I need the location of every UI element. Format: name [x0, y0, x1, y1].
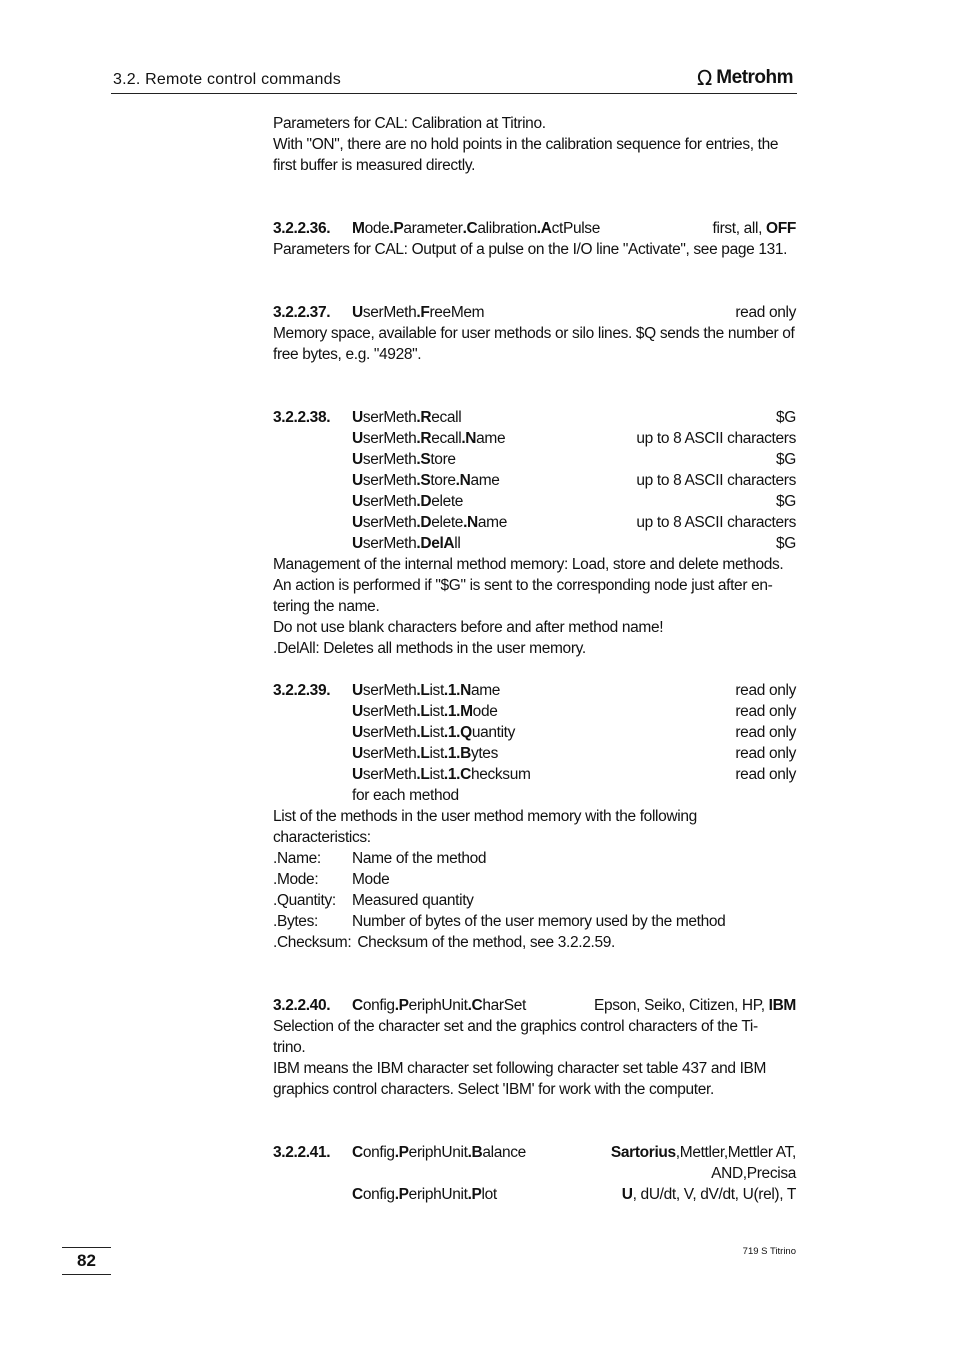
section-38-description: An action is performed if "$G" is sent to the corresponding node just after en-tering the name.: [273, 577, 773, 615]
command-values: read only: [735, 682, 796, 699]
section-40-heading: [273, 995, 796, 1016]
command-name: UserMeth.List.1.Bytes: [352, 745, 498, 762]
definition-item: .Name: Name of the method: [273, 850, 487, 867]
command-name: Config.PeriphUnit.Balance: [352, 1144, 526, 1161]
section-39-row: [273, 701, 796, 722]
command-name: UserMeth.List.1.Mode: [352, 703, 498, 720]
command-values: $G: [776, 409, 796, 426]
section-38-row: [273, 449, 796, 470]
command-name: Mode.Parameter.Calibration.ActPulse: [352, 220, 600, 237]
definition-list: [273, 848, 796, 953]
command-values: $G: [776, 493, 796, 510]
section-38-row: [273, 533, 796, 554]
command-name: UserMeth.Recall: [352, 409, 462, 426]
section-41-row: [273, 1163, 796, 1184]
page-content: [273, 113, 796, 1205]
section-number: 3.2.2.36.: [273, 220, 331, 237]
section-38-row: [273, 428, 796, 449]
command-values: up to 8 ASCII characters: [636, 514, 796, 531]
command-values: Sartorius,Mettler,Mettler AT,: [610, 1144, 796, 1161]
definition-item: .Bytes: Number of bytes of the user memory used by the method: [273, 913, 726, 930]
command-values: Epson, Seiko, Citizen, HP, IBM: [593, 997, 796, 1014]
section-39-row: [273, 680, 796, 701]
section-number: 3.2.2.38.: [273, 409, 331, 426]
document-name: 719 S Titrino: [742, 1246, 796, 1257]
section-41-row: [273, 1142, 796, 1163]
footer-divider: [62, 1247, 111, 1248]
definition-item: .Quantity: Measured quantity: [273, 892, 474, 909]
command-name: Config.PeriphUnit.CharSet: [352, 997, 526, 1014]
section-39-row: [273, 764, 796, 785]
command-name: Config.PeriphUnit.Plot: [352, 1186, 497, 1203]
definition-item: .Mode: Mode: [273, 871, 390, 888]
command-values: AND,Precisa: [711, 1165, 796, 1182]
header-divider: [111, 93, 797, 94]
command-name: UserMeth.FreeMem: [352, 304, 485, 321]
command-name: UserMeth.Delete.Name: [352, 514, 507, 531]
command-name: UserMeth.Delete: [352, 493, 464, 510]
section-40-description: IBM means the IBM character set following character set table 437 and IBM graphics control characters. Select 'IBM' for work with the computer.: [273, 1060, 767, 1098]
command-name: UserMeth.List.1.Quantity: [352, 724, 516, 741]
command-name: UserMeth.Store.Name: [352, 472, 500, 489]
command-values: U, dU/dt, V, dV/dt, U(rel), T: [621, 1186, 796, 1203]
section-38-description: .DelAll: Deletes all methods in the user memory.: [273, 640, 586, 657]
section-38-description: Do not use blank characters before and after method name!: [273, 619, 664, 636]
command-name: UserMeth.List.1.Name: [352, 682, 501, 699]
section-36-heading: [273, 218, 796, 239]
for-each-note: for each method: [352, 787, 459, 804]
section-39-description: List of the methods in the user method memory with the following characteristics:: [273, 808, 697, 846]
section-39-row: [273, 785, 796, 806]
section-40-description: Selection of the character set and the graphics control characters of the Ti-trino.: [273, 1018, 758, 1056]
command-values: first, all, OFF: [712, 220, 796, 237]
command-values: $G: [776, 451, 796, 468]
command-values: up to 8 ASCII characters: [636, 472, 796, 489]
command-values: read only: [735, 745, 796, 762]
intro-line-2: With "ON", there are no hold points in the calibration sequence for entries, the first buffer is measured directly.: [273, 136, 779, 174]
section-number: 3.2.2.40.: [273, 997, 331, 1014]
command-name: UserMeth.Store: [352, 451, 456, 468]
section-41-row: [273, 1184, 796, 1205]
command-values: read only: [735, 703, 796, 720]
command-name: UserMeth.Recall.Name: [352, 430, 506, 447]
command-values: read only: [735, 304, 796, 321]
section-36-description: Parameters for CAL: Output of a pulse on the I/O line "Activate", see page 131.: [273, 241, 788, 258]
brand-name: Metrohm: [716, 67, 794, 88]
section-38-row: [273, 470, 796, 491]
definition-item: .Checksum: Checksum of the method, see 3.2.2.59.: [273, 934, 615, 951]
section-38-row: [273, 407, 796, 428]
section-38-description: Management of the internal method memory: Load, store and delete methods.: [273, 556, 784, 573]
command-values: read only: [735, 766, 796, 783]
command-name: UserMeth.DelAll: [352, 535, 461, 552]
section-number: 3.2.2.41.: [273, 1144, 331, 1161]
footer-divider: [62, 1274, 111, 1275]
omega-icon: Ω: [697, 66, 713, 90]
command-name: UserMeth.List.1.Checksum: [352, 766, 531, 783]
section-39-row: [273, 722, 796, 743]
section-38-row: [273, 491, 796, 512]
intro-line-1: Parameters for CAL: Calibration at Titrino.: [273, 115, 546, 132]
command-values: up to 8 ASCII characters: [636, 430, 796, 447]
command-values: $G: [776, 535, 796, 552]
section-37-description: Memory space, available for user methods or silo lines. $Q sends the number of free bytes, e.g. "4928".: [273, 325, 795, 363]
section-number: 3.2.2.39.: [273, 682, 331, 699]
page-number: 82: [77, 1251, 96, 1270]
metrohm-logo: [697, 66, 793, 90]
section-number: 3.2.2.37.: [273, 304, 331, 321]
command-values: read only: [735, 724, 796, 741]
section-37-heading: [273, 302, 796, 323]
section-title: 3.2. Remote control commands: [113, 71, 341, 88]
section-39-row: [273, 743, 796, 764]
section-38-row: [273, 512, 796, 533]
